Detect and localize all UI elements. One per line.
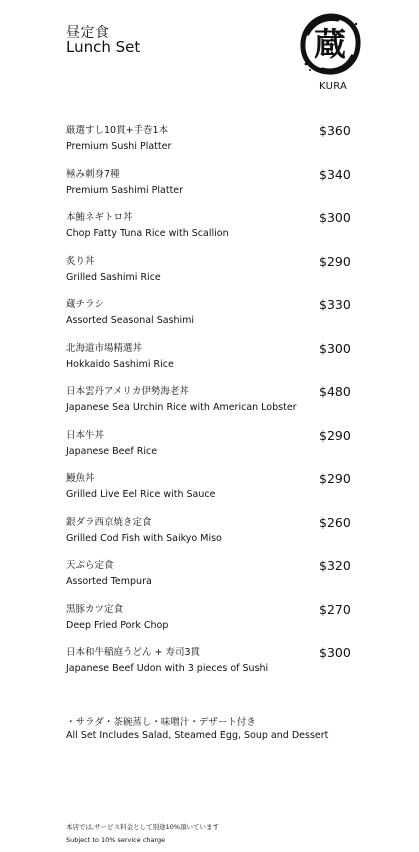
menu-item-name-english: Assorted Seasonal Sashimi [66, 315, 195, 326]
menu-item [66, 298, 356, 342]
menu-item-price: $290 [319, 427, 351, 443]
set-includes-note-japanese: ・サラダ・茶碗蒸し・味噌汁・デザート付き [66, 717, 256, 728]
menu-item-name-english: Premium Sashimi Platter [66, 184, 184, 196]
menu-item-price: $290 [319, 471, 351, 486]
logo-glyph: 蔵 [313, 25, 347, 63]
menu-item-price: $300 [319, 210, 351, 225]
menu-item [66, 429, 356, 473]
menu-item-name-english: Grilled Sashimi Rice [66, 271, 161, 283]
set-includes-note-english: All Set Includes Salad, Steamed Egg, Soup and Dessert [66, 730, 329, 741]
menu-item-price: $330 [319, 297, 351, 312]
menu-list [66, 124, 356, 690]
menu-item [66, 168, 356, 212]
menu-item-name-japanese: 極み刺身7種 [66, 168, 120, 180]
menu-item-price: $360 [319, 123, 351, 138]
menu-item-price: $300 [319, 340, 351, 356]
menu-item [66, 516, 356, 560]
menu-item [66, 255, 356, 299]
service-charge-note-english: Subject to 10% service charge [66, 836, 166, 844]
menu-item-name-japanese: 炙り丼 [66, 255, 95, 267]
menu-item-name-japanese: 日本牛丼 [66, 429, 105, 441]
menu-item-price: $290 [319, 253, 351, 269]
menu-item-name-english: Japanese Beef Rice [66, 445, 158, 457]
menu-item-price: $340 [319, 166, 351, 182]
menu-item [66, 385, 356, 429]
menu-item-name-japanese: 日本和牛稲庭うどん + 寿司3貫 [66, 647, 201, 658]
menu-item-name-english: Hokkaido Sashimi Rice [66, 358, 174, 370]
menu-item-name-japanese: 日本雲丹アメリカ伊勢海老丼 [66, 386, 189, 397]
menu-item-name-japanese: 北海道市場精選丼 [66, 342, 143, 354]
menu-item [66, 342, 356, 386]
menu-item-name-english: Deep Fried Pork Chop [66, 619, 169, 631]
menu-item-name-english: Japanese Beef Udon with 3 pieces of Sushi [66, 663, 269, 674]
menu-item-name-japanese: 厳選すし10貫+手巻1本 [66, 125, 169, 136]
menu-item-name-english: Assorted Tempura [66, 576, 152, 587]
menu-item-name-english: Grilled Cod Fish with Saikyo Miso [66, 532, 222, 544]
menu-title-english: Lunch Set [66, 38, 141, 56]
menu-item-name-japanese: 銀ダラ西京焼き定食 [66, 516, 152, 528]
menu-item-name-japanese: 鰻魚丼 [66, 473, 95, 484]
menu-title-japanese: 昼定食 [66, 25, 110, 41]
menu-item [66, 124, 356, 168]
menu-item-price: $260 [319, 514, 351, 530]
menu-item-name-japanese: 黒豚カツ定食 [66, 603, 124, 615]
service-charge-note-japanese: 本店では,サービス料金として別途10%頂いています [66, 823, 220, 831]
menu-item-name-japanese: 天ぷら定食 [66, 560, 114, 571]
menu-item-name-japanese: 蔵チラシ [66, 299, 105, 310]
menu-item-name-english: Chop Fatty Tuna Rice with Scallion [66, 228, 229, 239]
menu-item [66, 603, 356, 647]
menu-item-name-english: Premium Sushi Platter [66, 141, 172, 152]
menu-item [66, 559, 356, 603]
menu-item [66, 211, 356, 255]
menu-item-name-english: Japanese Sea Urchin Rice with American Lobster [66, 402, 297, 413]
brand-name: KURA [319, 81, 348, 92]
menu-item-price: $480 [319, 384, 351, 399]
kura-logo [298, 12, 362, 76]
menu-item [66, 472, 356, 516]
menu-item [66, 646, 356, 690]
menu-item-price: $320 [319, 558, 351, 573]
menu-item-price: $300 [319, 645, 351, 660]
menu-item-name-japanese: 本鮪ネギトロ丼 [66, 212, 133, 223]
menu-item-price: $270 [319, 601, 351, 617]
menu-item-name-english: Grilled Live Eel Rice with Sauce [66, 489, 216, 500]
